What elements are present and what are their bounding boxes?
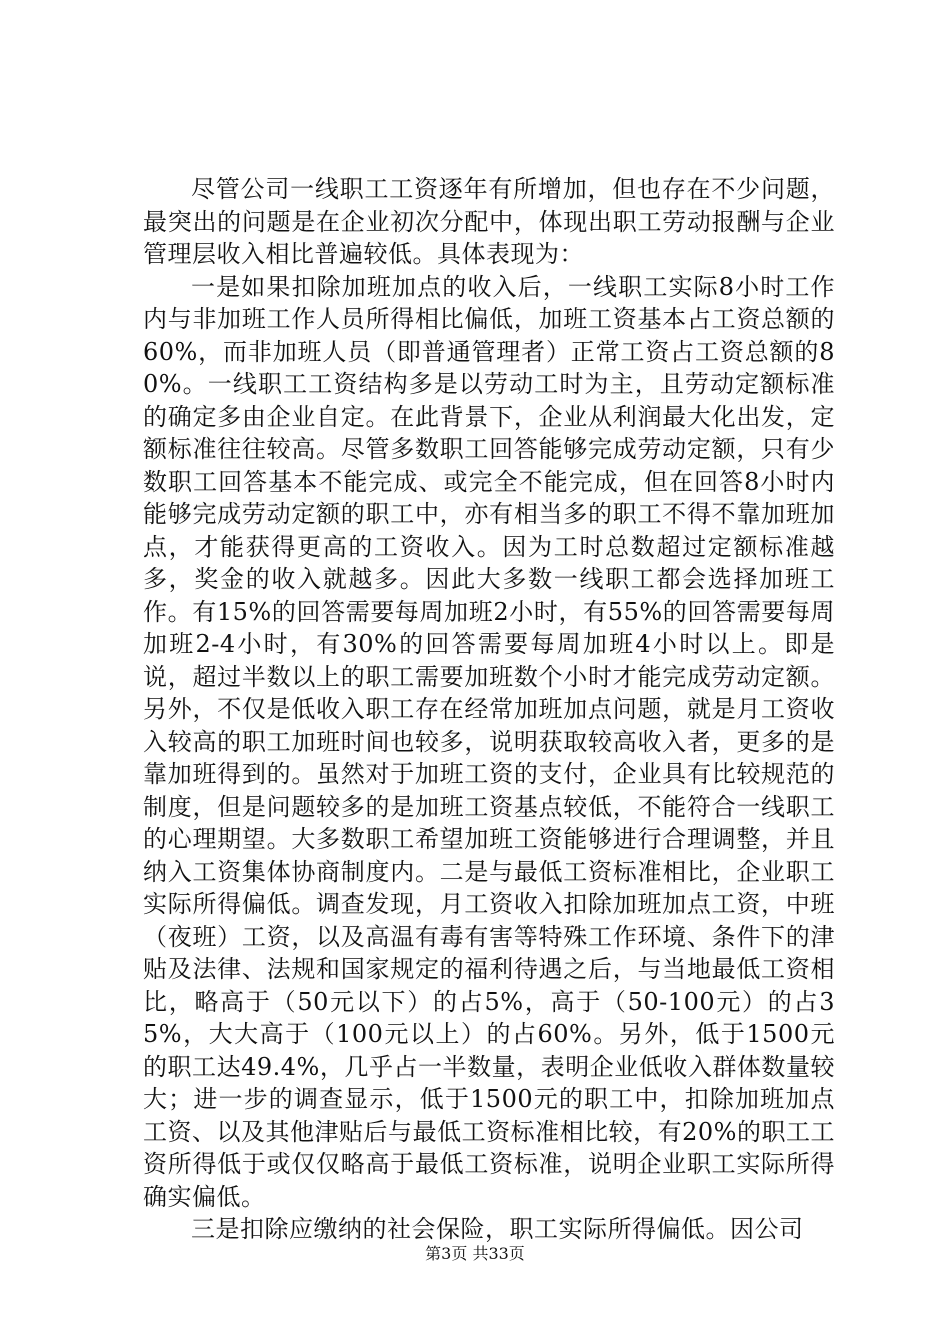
document-body <box>143 173 835 1246</box>
paragraph-2: 一是如果扣除加班加点的收入后，一线职工实际8小时工作内与非加班工作人员所得相比偏低，加班工资基本占工资总额的60%，而非加班人员（即普通管理者）正常工资占工资总额的80%。一线职工工资结构多是以劳动工时为主，且劳动定额标准的确定多由企业自定。在此背景下，企业从利润最大化出发，定额标准往往较高。尽管多数职工回答能够完成劳动定额，只有少数职工回答基本不能完成、或完全不能完成，但在回答8小时内能够完成劳动定额的职工中，亦有相当多的职工不得不靠加班加点，才能获得更高的工资收入。因为工时总数超过定额标准越多，奖金的收入就越多。因此大多数一线职工都会选择加班工作。有15%的回答需要每周加班2小时，有55%的回答需要每周加班2-4小时，有30%的回答需要每周加班4小时以上。即是说，超过半数以上的职工需要加班数个小时才能完成劳动定额。另外，不仅是低收入职工存在经常加班加点问题，就是月工资收入较高的职工加班时间也较多，说明获取较高收入者，更多的是靠加班得到的。虽然对于加班工资的支付，企业具有比较规范的制度，但是问题较多的是加班工资基点较低，不能符合一线职工的心理期望。大多数职工希望加班工资能够进行合理调整，并且纳入工资集体协商制度内。二是与最低工资标准相比，企业职工实际所得偏低。调查发现，月工资收入扣除加班加点工资，中班（夜班）工资，以及高温有毒有害等特殊工作环境、条件下的津贴及法律、法规和国家规定的福利待遇之后，与当地最低工资相比，略高于（50元以下）的占5%，高于（50-100元）的占35%，大大高于（100元以上）的占60%。另外，低于1500元的职工达49.4%，几乎占一半数量，表明企业低收入群体数量较大；进一步的调查显示，低于1500元的职工中，扣除加班加点工资、以及其他津贴后与最低工资标准相比较，有20%的职工工资所得低于或仅仅略高于最低工资标准，说明企业职工实际所得确实偏低。 <box>143 272 835 1211</box>
paragraph-1: 尽管公司一线职工工资逐年有所增加，但也存在不少问题，最突出的问题是在企业初次分配中，体现出职工劳动报酬与企业管理层收入相比普遍较低。具体表现为： <box>143 175 835 268</box>
page-footer: 第3页 共33页 <box>425 1244 525 1263</box>
paragraph-3: 三是扣除应缴纳的社会保险，职工实际所得偏低。因公司 <box>191 1215 804 1243</box>
